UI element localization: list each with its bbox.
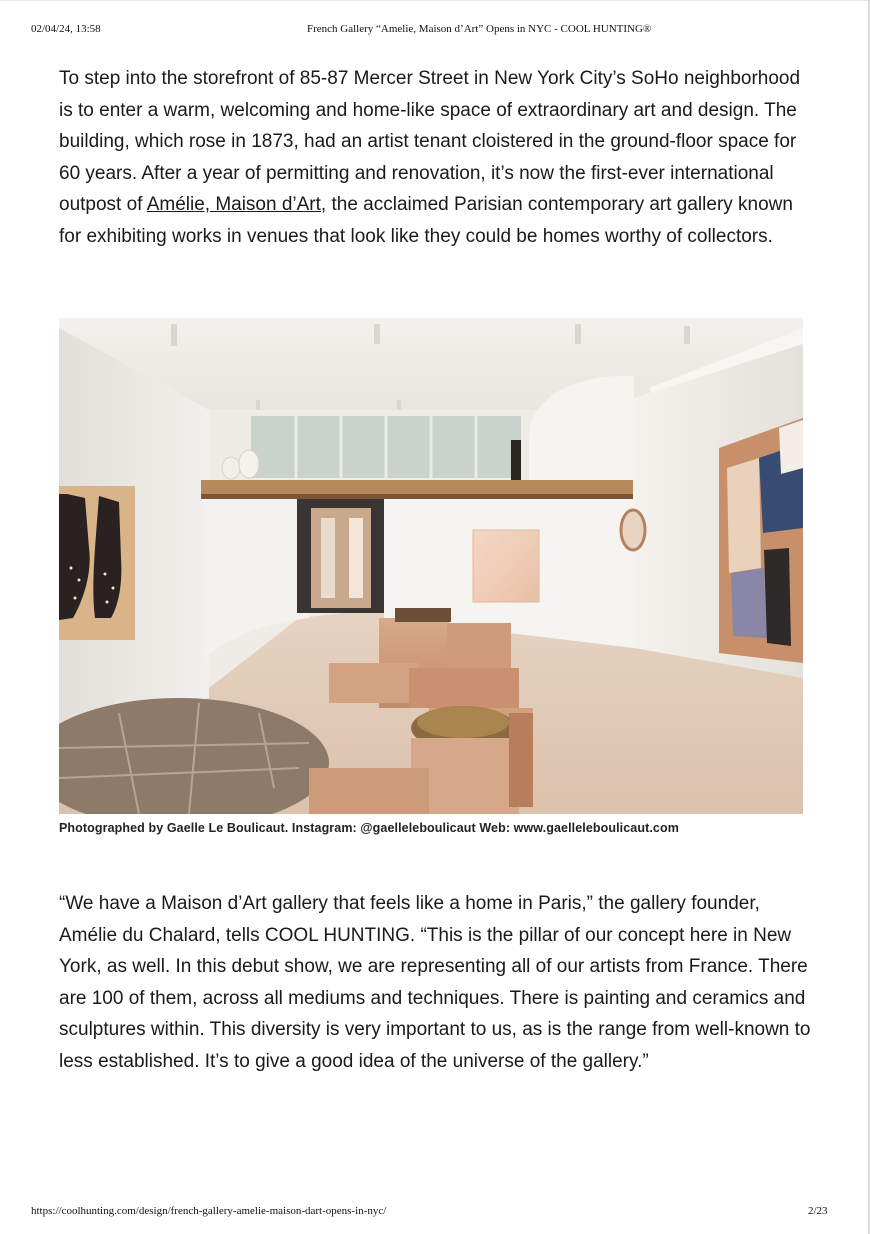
page-top-edge [0,0,870,1]
gallery-interior-photo [59,318,803,814]
paragraph-1-text-end: , the acclaimed Parisian contemporary art gallery known for exhibiting works in venues that look like they could be homes worthy of collectors. [59,194,793,247]
article-paragraph-2: “We have a Maison d’Art gallery that feels like a home in Paris,” the gallery founder, Amélie du Chalard, tells COOL HUNTING. “This is the pillar of our concept here in New York, as well. In this debut show, we are representing all of our artists from France. There are 100 of them, across all mediums and techniques. There is painting and ceramics and sculptures within. This diversity is very important to us, as is the range from well-known to less established. It’s to give a good idea of the universe of the gallery.” [59,893,811,1072]
photo-caption: Photographed by Gaelle Le Boulicaut. Instagram: @gaelleleboulicaut Web: www.gaelleleboulicaut.com [59,821,679,835]
print-page-number: 2/23 [808,1205,828,1217]
print-datetime: 02/04/24, 13:58 [31,23,101,35]
paragraph-1-text-start: To step into the storefront of 85-87 Mercer Street in New York City’s SoHo neighborhood is to enter a warm, welcoming and home-like space of extraordinary art and design. The building, which rose in 1873, had an artist tenant cloistered in the ground-floor space for 60 years. After a year of permitting and renovation, it’s now the first-ever international outpost of [59,68,801,215]
gallery-link[interactable]: Amélie, Maison d’Art [146,194,321,215]
print-page-title: French Gallery “Amelie, Maison d’Art” Opens in NYC - COOL HUNTING® [307,23,652,35]
print-url: https://coolhunting.com/design/french-gallery-amelie-maison-dart-opens-in-nyc/ [31,1205,387,1217]
article-paragraph-1 [59,63,814,252]
